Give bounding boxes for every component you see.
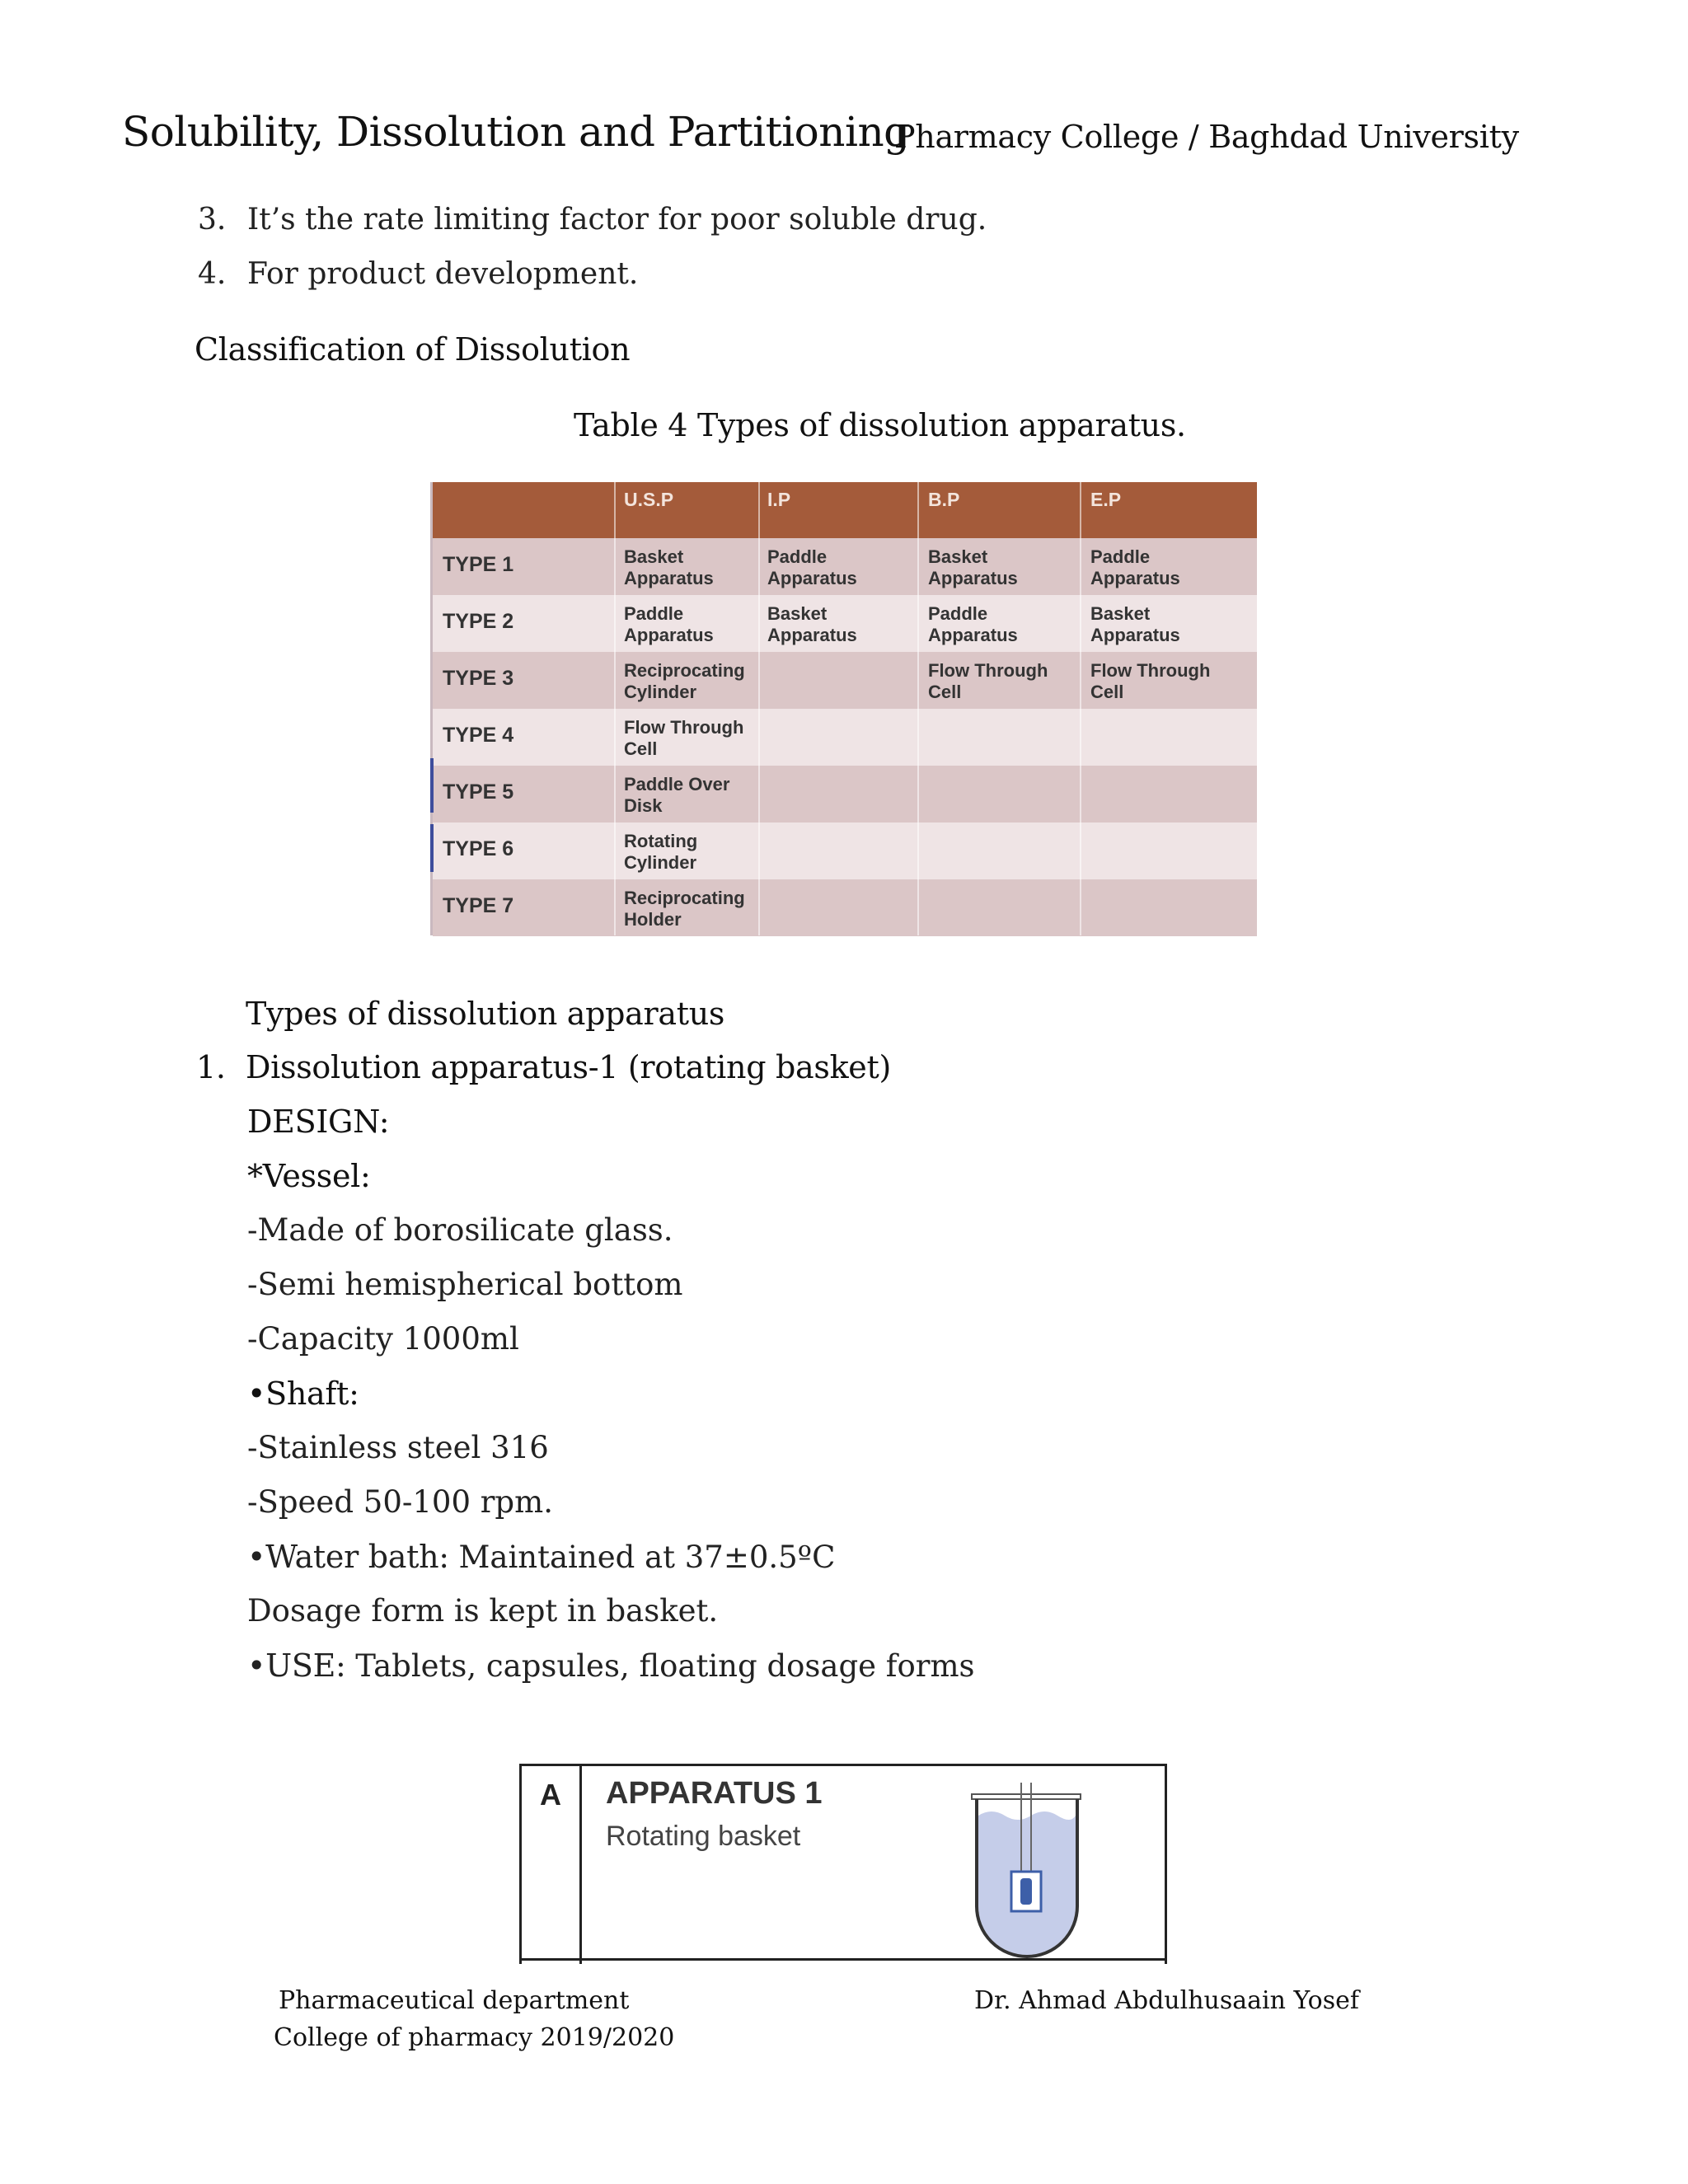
- table-cell: Flow Through Cell: [1090, 660, 1211, 702]
- figure-subtitle: Rotating basket: [606, 1821, 801, 1852]
- table-row: [433, 595, 1257, 652]
- list-item: [198, 255, 638, 293]
- table-cell: Paddle Apparatus: [624, 603, 714, 645]
- vessel-point: -Capacity 1000ml: [247, 1321, 519, 1357]
- water-bath-text: Maintained at 37±0.5ºC: [448, 1540, 836, 1575]
- vessel-point: -Semi hemispherical bottom: [247, 1267, 683, 1302]
- table-row: [433, 879, 1257, 936]
- table-cell: Paddle Apparatus: [767, 546, 857, 588]
- table-caption: Table 4 Types of dissolution apparatus.: [574, 407, 1186, 443]
- shaft-point: -Stainless steel 316: [247, 1430, 549, 1465]
- table-cell: Basket Apparatus: [624, 546, 714, 588]
- use-label: •USE:: [247, 1647, 346, 1684]
- table-row-type: TYPE 5: [443, 780, 514, 804]
- table-cell: Paddle Apparatus: [928, 603, 1018, 645]
- table-header-cell: E.P: [1090, 489, 1122, 510]
- vessel-label: *Vessel:: [247, 1158, 371, 1194]
- table-row: [433, 709, 1257, 766]
- classification-heading: Classification of Dissolution: [195, 331, 631, 368]
- figure-title: APPARATUS 1: [606, 1776, 823, 1811]
- table-header-cell: B.P: [928, 489, 960, 510]
- table-cell: Paddle Over Disk: [624, 774, 730, 816]
- apparatus-number: 1.: [196, 1049, 226, 1085]
- table-cell: Paddle Apparatus: [1090, 546, 1180, 588]
- apparatus-heading: [196, 1047, 891, 1087]
- water-bath-line: [247, 1537, 835, 1577]
- apparatus-title: Dissolution apparatus-1 (rotating basket): [246, 1049, 891, 1085]
- list-item-text: It’s the rate limiting factor for poor soluble drug.: [247, 203, 987, 237]
- list-item-number: 4.: [198, 257, 227, 291]
- apparatus-figure: [519, 1764, 1167, 1964]
- use-line: [247, 1646, 975, 1686]
- apparatus-table: [430, 482, 1257, 935]
- dosage-line: Dosage form is kept in basket.: [247, 1593, 719, 1629]
- list-item: [198, 201, 987, 239]
- table-row-type: TYPE 4: [443, 724, 514, 747]
- table-row: [433, 766, 1257, 823]
- table-cell: Flow Through Cell: [928, 660, 1048, 702]
- table-cell: Reciprocating Holder: [624, 888, 745, 930]
- list-item-number: 3.: [198, 203, 227, 237]
- shaft-label: •Shaft:: [247, 1376, 359, 1412]
- table-row: [433, 652, 1257, 709]
- table-cell: Basket Apparatus: [1090, 603, 1180, 645]
- figure-letter: A: [540, 1778, 561, 1811]
- water-bath-label: •Water bath:: [247, 1539, 449, 1575]
- institution-name: Pharmacy College / Baghdad University: [894, 119, 1519, 155]
- table-cell: Basket Apparatus: [928, 546, 1018, 588]
- table-header-cell: U.S.P: [624, 489, 674, 510]
- table-cell: Basket Apparatus: [767, 603, 857, 645]
- shaft-point: -Speed 50-100 rpm.: [247, 1484, 553, 1520]
- table-header-cell: I.P: [767, 489, 791, 510]
- list-item-text: For product development.: [247, 257, 639, 291]
- vessel-point: -Made of borosilicate glass.: [247, 1212, 673, 1248]
- footer-author: Dr. Ahmad Abdulhusaain Yosef: [974, 1986, 1359, 2015]
- table-row-type: TYPE 6: [443, 837, 514, 860]
- table-row-type: TYPE 1: [443, 553, 514, 576]
- rotating-basket-icon: [967, 1774, 1099, 1964]
- table-header-row: [433, 482, 1257, 538]
- table-row-type: TYPE 3: [443, 667, 514, 690]
- table-row-type: TYPE 7: [443, 894, 514, 917]
- table-row: [433, 823, 1257, 879]
- table-cell: Rotating Cylinder: [624, 831, 698, 873]
- table-cell: Reciprocating Cylinder: [624, 660, 745, 702]
- footer-college: College of pharmacy 2019/2020: [274, 2023, 675, 2052]
- table-row-type: TYPE 2: [443, 610, 514, 633]
- table-cell: Flow Through Cell: [624, 717, 744, 759]
- footer-department: Pharmaceutical department: [279, 1986, 630, 2015]
- use-text: Tablets, capsules, floating dosage forms: [345, 1648, 975, 1684]
- types-heading: Types of dissolution apparatus: [246, 996, 725, 1032]
- document-title: Solubility, Dissolution and Partitioning: [122, 108, 910, 156]
- design-label: DESIGN:: [247, 1104, 390, 1140]
- table-row: [433, 538, 1257, 595]
